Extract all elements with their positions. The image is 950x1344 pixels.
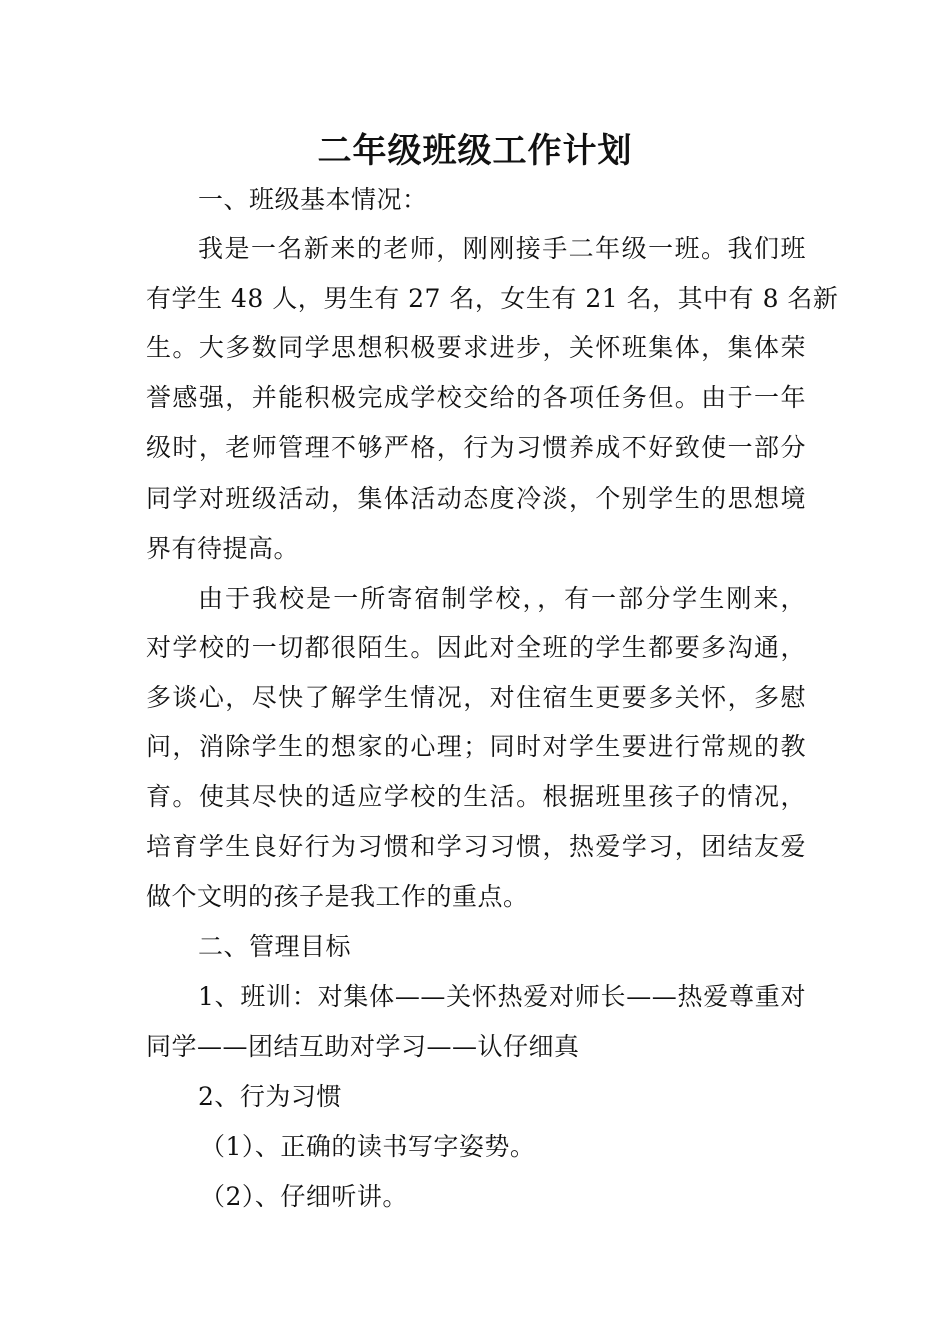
paragraph-line: 由于我校是一所寄宿制学校，，有一部分学生刚来， (198, 584, 806, 613)
list-item: （1）、正确的读书写字姿势。 (200, 1132, 536, 1161)
paragraph-line: 多谈心，尽快了解学生情况，对住宿生更要多关怀，多慰 (146, 683, 806, 712)
subsection-heading-behavior: 2、行为习惯 (198, 1082, 342, 1111)
paragraph-line: 培育学生良好行为习惯和学习习惯，热爱学习，团结友爱 (146, 832, 806, 861)
paragraph-line: 同学对班级活动，集体活动态度冷淡，个别学生的思想境 (146, 484, 806, 513)
paragraph-line: 问，消除学生的想家的心理；同时对学生要进行常规的教 (146, 732, 806, 761)
paragraph-line: 对学校的一切都很陌生。因此对全班的学生都要多沟通， (146, 633, 806, 662)
paragraph-line: 界有待提高。 (146, 534, 300, 563)
paragraph-line: 育。使其尽快的适应学校的生活。根据班里孩子的情况， (146, 782, 806, 811)
section-heading-management-goals: 二、管理目标 (198, 932, 352, 961)
paragraph-line: 生。大多数同学思想积极要求进步，关怀班集体，集体荣 (146, 333, 806, 362)
document-title: 二年级班级工作计划 (317, 131, 633, 171)
paragraph-line: 同学——团结互助对学习——认仔细真 (146, 1032, 580, 1061)
paragraph-line: 我是一名新来的老师，刚刚接手二年级一班。我们班 (198, 234, 806, 263)
paragraph-line: 做个文明的孩子是我工作的重点。 (146, 882, 529, 911)
paragraph-line: 级时，老师管理不够严格，行为习惯养成不好致使一部分 (146, 433, 806, 462)
list-item: （2）、仔细听讲。 (200, 1182, 408, 1211)
paragraph-line: 有学生 48 人，男生有 27 名，女生有 21 名，其中有 8 名新 (146, 284, 839, 313)
section-heading-basic-info: 一、班级基本情况： (198, 185, 428, 214)
paragraph-line: 誉感强，并能积极完成学校交给的各项任务但。由于一年 (146, 383, 806, 412)
paragraph-line: 1、班训：对集体——关怀热爱对师长——热爱尊重对 (198, 982, 806, 1011)
